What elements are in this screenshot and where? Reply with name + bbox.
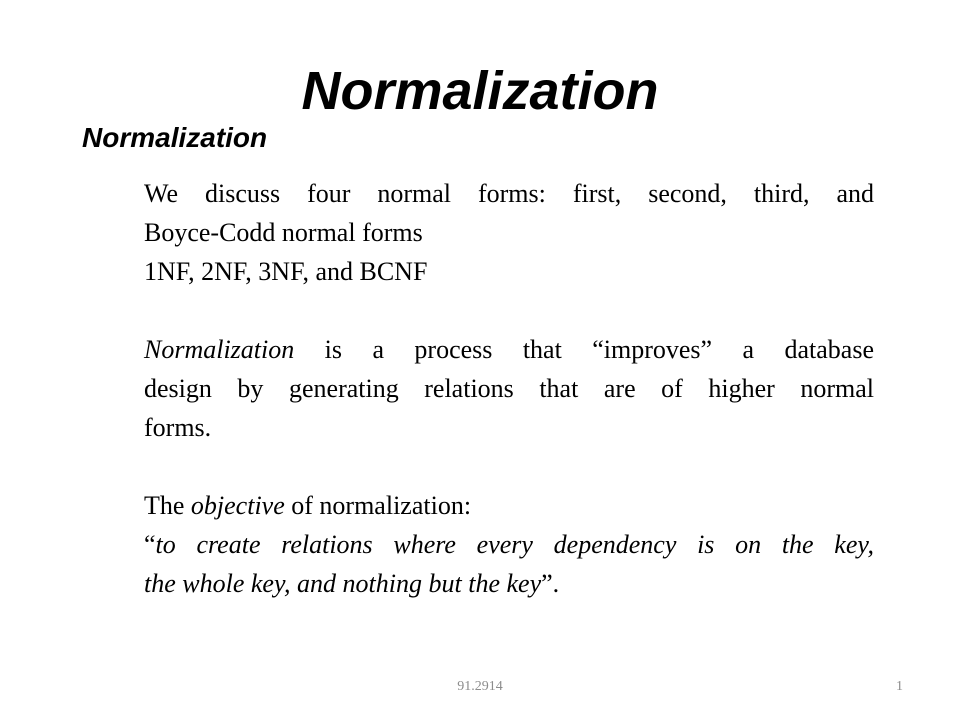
quote-text-1: to create relations where every dependency is on the key, — [155, 530, 874, 559]
slide-body — [144, 174, 874, 603]
para2-line2: design by generating relations that are of higher normal — [144, 374, 874, 403]
open-quote: “ — [144, 530, 156, 559]
para3-suffix: of normalization: — [284, 491, 472, 520]
close-quote: ”. — [541, 569, 560, 598]
paragraph-gap — [144, 291, 874, 330]
quote-text-2: the whole key, and nothing but the key — [144, 569, 542, 598]
normalization-term: Normalization — [144, 335, 295, 364]
objective-term: objective — [190, 491, 285, 520]
para1-line3: 1NF, 2NF, 3NF, and BCNF — [144, 257, 428, 286]
paragraph-gap — [144, 447, 874, 486]
para2-line3: forms. — [144, 413, 212, 442]
para3-line1 — [144, 486, 874, 525]
para1-line1: We discuss four normal forms: first, second, third, and — [144, 179, 874, 208]
slide-subtitle: Normalization — [82, 122, 268, 153]
quote-line1 — [144, 525, 874, 564]
slide-title: Normalization — [301, 61, 659, 121]
para1-line2: Boyce-Codd normal forms — [144, 218, 423, 247]
para3-prefix: The — [144, 491, 191, 520]
para2-line1 — [144, 330, 874, 369]
quote-line2 — [144, 564, 874, 603]
page-number: 1 — [896, 679, 903, 694]
para2-line1-rest: is a process that “improves” a database — [294, 335, 874, 364]
footer-course-code: 91.2914 — [457, 679, 503, 694]
